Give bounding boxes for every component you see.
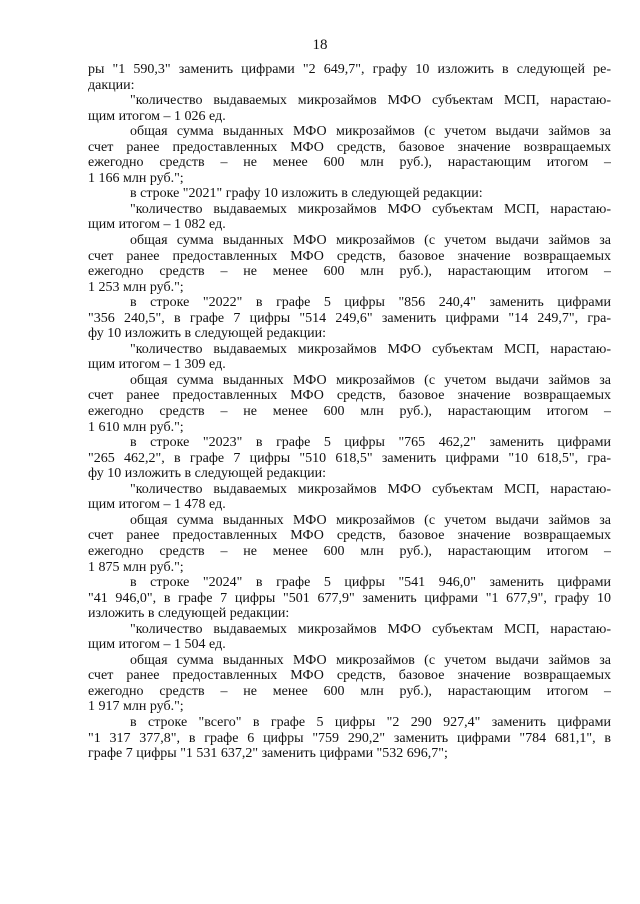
text-line: "количество выдаваемых микрозаймов МФО субъектам МСП, нарастаю- — [130, 341, 611, 357]
document-body — [88, 62, 611, 762]
text-line: ежегодно средств – не менее 600 млн руб.), нарастающим итогом – — [88, 543, 611, 559]
text-line: 1 875 млн руб."; — [88, 559, 184, 575]
text-line: "265 462,2", в графе 7 цифры "510 618,5" заменить цифрами "10 618,5", гра- — [88, 450, 611, 466]
text-line: счет ранее предоставленных МФО средств, базовое значение возвращаемых — [88, 388, 611, 404]
text-line: в строке "2024" в графе 5 цифры "541 946,0" заменить цифрами — [130, 575, 611, 591]
text-line: общая сумма выданных МФО микрозаймов (с учетом выдачи займов за — [130, 233, 611, 249]
text-line: 1 253 млн руб."; — [88, 279, 184, 295]
text-line: в строке "2023" в графе 5 цифры "765 462,2" заменить цифрами — [130, 435, 611, 451]
text-line: "количество выдаваемых микрозаймов МФО субъектам МСП, нарастаю- — [130, 201, 611, 217]
text-line: ежегодно средств – не менее 600 млн руб.), нарастающим итогом – — [88, 683, 611, 699]
text-line: фу 10 изложить в следующей редакции: — [88, 466, 326, 482]
text-line: счет ранее предоставленных МФО средств, базовое значение возвращаемых — [88, 528, 611, 544]
text-line: 1 917 млн руб."; — [88, 699, 184, 715]
text-line: 1 610 млн руб."; — [88, 419, 184, 435]
text-line: "356 240,5", в графе 7 цифры "514 249,6" заменить цифрами "14 249,7", гра- — [88, 310, 611, 326]
text-line: ежегодно средств – не менее 600 млн руб.), нарастающим итогом – — [88, 404, 611, 420]
page-number: 18 — [312, 37, 328, 53]
text-line: счет ранее предоставленных МФО средств, базовое значение возвращаемых — [88, 248, 611, 264]
text-line: щим итогом – 1 478 ед. — [88, 497, 226, 513]
text-line: "41 946,0", в графе 7 цифры "501 677,9" заменить цифрами "1 677,9", графу 10 — [88, 590, 611, 606]
text-line: ежегодно средств – не менее 600 млн руб.), нарастающим итогом – — [88, 155, 611, 171]
text-line: в строке "2021" графу 10 изложить в следующей редакции: — [130, 186, 483, 202]
text-line: в строке "всего" в графе 5 цифры "2 290 927,4" заменить цифрами — [130, 714, 611, 730]
text-line: общая сумма выданных МФО микрозаймов (с учетом выдачи займов за — [130, 652, 611, 668]
text-line: счет ранее предоставленных МФО средств, базовое значение возвращаемых — [88, 668, 611, 684]
text-line: 1 166 млн руб."; — [88, 170, 184, 186]
text-line: общая сумма выданных МФО микрозаймов (с учетом выдачи займов за — [130, 124, 611, 140]
text-line: "количество выдаваемых микрозаймов МФО субъектам МСП, нарастаю- — [130, 93, 611, 109]
text-line: ежегодно средств – не менее 600 млн руб.), нарастающим итогом – — [88, 264, 611, 280]
text-line: в строке "2022" в графе 5 цифры "856 240,4" заменить цифрами — [130, 295, 611, 311]
text-line: ры "1 590,3" заменить цифрами "2 649,7", графу 10 изложить в следующей ре- — [88, 62, 611, 77]
text-line: щим итогом – 1 309 ед. — [88, 357, 226, 373]
text-line: общая сумма выданных МФО микрозаймов (с учетом выдачи займов за — [130, 372, 611, 388]
text-line: дакции: — [88, 77, 135, 93]
text-line: общая сумма выданных МФО микрозаймов (с учетом выдачи займов за — [130, 512, 611, 528]
text-line: графе 7 цифры "1 531 637,2" заменить цифрами "532 696,7"; — [88, 746, 448, 762]
text-line: "количество выдаваемых микрозаймов МФО субъектам МСП, нарастаю- — [130, 481, 611, 497]
text-line: щим итогом – 1 026 ед. — [88, 108, 226, 124]
text-line: "1 317 377,8", в графе 6 цифры "759 290,2" заменить цифрами "784 681,1", в — [88, 730, 611, 746]
text-line: изложить в следующей редакции: — [88, 606, 290, 622]
text-line: "количество выдаваемых микрозаймов МФО субъектам МСП, нарастаю- — [130, 621, 611, 637]
text-line: щим итогом – 1 504 ед. — [88, 637, 226, 653]
text-line: фу 10 изложить в следующей редакции: — [88, 326, 326, 342]
text-line: счет ранее предоставленных МФО средств, базовое значение возвращаемых — [88, 139, 611, 155]
text-line: щим итогом – 1 082 ед. — [88, 217, 226, 233]
